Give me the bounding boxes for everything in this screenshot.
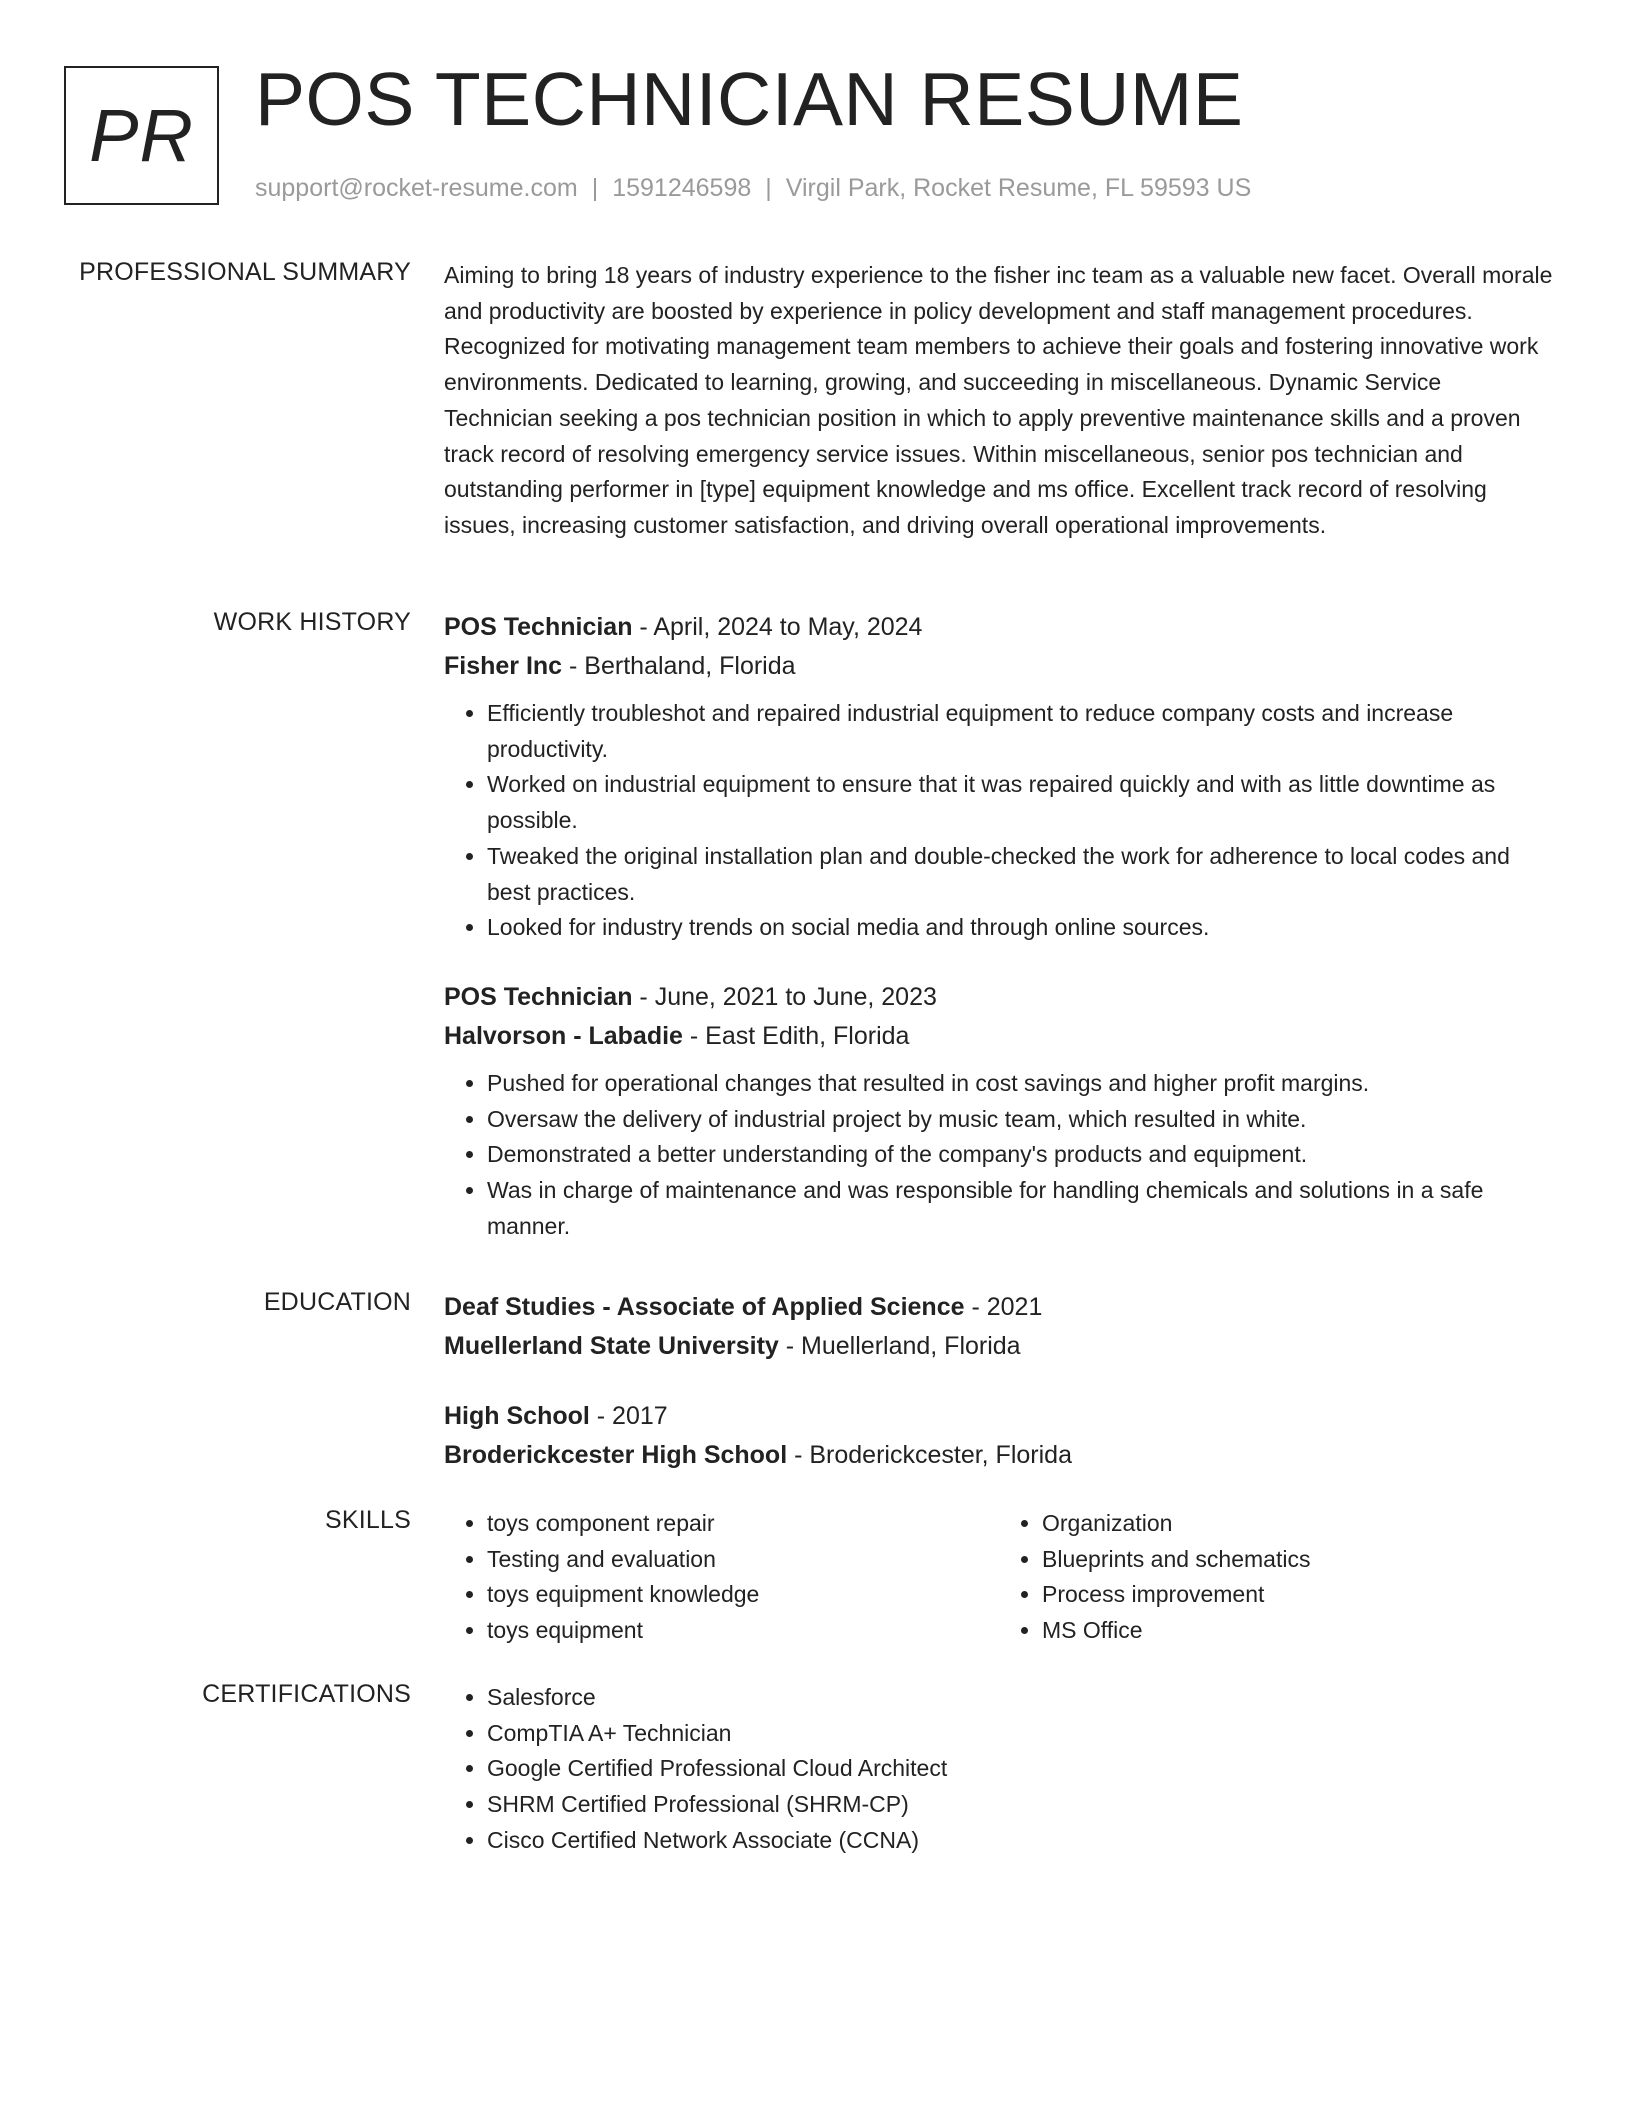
skill-item: • toys equipment knowledge [487, 1577, 999, 1613]
job-dates: - June, 2021 to June, 2023 [632, 982, 937, 1011]
resume-title: POS TECHNICIAN RESUME [255, 57, 1244, 141]
contact-line [255, 174, 1251, 203]
education-school-line [444, 1436, 1554, 1475]
skill-item: • toys component repair [487, 1506, 999, 1542]
education-location: - Broderickcester, Florida [787, 1441, 1072, 1469]
summary-body [444, 258, 1554, 544]
job-dates: - April, 2024 to May, 2024 [632, 613, 923, 641]
job-bullet: • Worked on industrial equipment to ensure that it was repaired quickly and with as little downtime as possible. [487, 767, 1554, 838]
contact-address: Virgil Park, Rocket Resume, FL 59593 US [785, 174, 1252, 202]
job-company: Halvorson - Labadie [444, 1021, 683, 1050]
education-entry [444, 1288, 1554, 1366]
monogram-initials: PR [89, 94, 194, 177]
skills-list-right [999, 1506, 1554, 1649]
job-company: Fisher Inc [444, 652, 563, 680]
certification-item: • Google Certified Professional Cloud Architect [487, 1751, 1554, 1787]
contact-email: support@rocket-resume.com [255, 174, 578, 202]
skill-item: • Organization [1042, 1506, 1554, 1542]
skills-body [444, 1506, 1554, 1649]
job-entry [444, 978, 1554, 1245]
job-bullet: • Was in charge of maintenance and was responsible for handling chemicals and solutions in a safe manner. [487, 1173, 1554, 1244]
education-degree-line [444, 1397, 1554, 1436]
monogram-box [64, 66, 219, 205]
education-year: - 2017 [589, 1402, 668, 1430]
skills-grid [444, 1506, 1554, 1649]
education-location: - Muellerland, Florida [778, 1332, 1021, 1360]
education-degree: High School [444, 1402, 590, 1430]
job-location: - Berthaland, Florida [562, 652, 796, 680]
job-bullets [444, 1066, 1554, 1245]
skill-item: • Testing and evaluation [487, 1542, 999, 1578]
job-bullet: • Tweaked the original installation plan and double-checked the work for adherence to local codes and best practices. [487, 839, 1554, 910]
education-degree-line [444, 1288, 1554, 1327]
certification-item: • CompTIA A+ Technician [487, 1716, 1554, 1752]
job-bullet: • Efficiently troubleshot and repaired industrial equipment to reduce company costs and increase productivity. [487, 696, 1554, 767]
skill-item: • Process improvement [1042, 1577, 1554, 1613]
job-title: POS Technician [444, 613, 633, 641]
education-heading: EDUCATION [263, 1288, 411, 1316]
contact-separator: | [591, 174, 599, 202]
certification-item: • Cisco Certified Network Associate (CCNA) [487, 1823, 1554, 1859]
job-title-line [444, 608, 1554, 647]
education-entry [444, 1397, 1554, 1475]
skill-item: • Blueprints and schematics [1042, 1542, 1554, 1578]
job-company-line [444, 1017, 1554, 1056]
job-bullet: • Demonstrated a better understanding of the company's products and equipment. [487, 1137, 1554, 1173]
certification-item: • Salesforce [487, 1680, 1554, 1716]
work-history-body [444, 608, 1554, 1244]
certification-item: • SHRM Certified Professional (SHRM-CP) [487, 1787, 1554, 1823]
education-school-line [444, 1327, 1554, 1366]
job-title: POS Technician [444, 982, 633, 1011]
education-body [444, 1288, 1554, 1475]
skills-heading: SKILLS [325, 1506, 411, 1534]
summary-text: Aiming to bring 18 years of industry experience to the fisher inc team as a valuable new facet. Overall morale and productivity are boosted by experience in policy development and staff management procedures. Recognized for motivating management team members to achieve their goals and fostering innovative work environments. Dedicated to learning, growing, and succeeding in miscellaneous. Dynamic Service Technician seeking a pos technician position in which to apply preventive maintenance skills and a proven track record of resolving emergency service issues. Within miscellaneous, senior pos technician and outstanding performer in [type] equipment knowledge and ms office. Excellent track record of resolving issues, increasing customer satisfaction, and driving overall operational improvements. [444, 262, 1553, 538]
job-bullet: • Pushed for operational changes that resulted in cost savings and higher profit margins. [487, 1066, 1554, 1102]
job-bullets [444, 696, 1554, 946]
skill-item: • toys equipment [487, 1613, 999, 1649]
contact-phone: 1591246598 [612, 174, 752, 202]
skills-list-left [444, 1506, 999, 1649]
job-entry [444, 608, 1554, 946]
education-school: Broderickcester High School [444, 1441, 788, 1469]
certifications-heading: CERTIFICATIONS [202, 1680, 411, 1708]
education-school: Muellerland State University [444, 1332, 779, 1360]
education-degree: Deaf Studies - Associate of Applied Science [444, 1293, 965, 1321]
certifications-list [444, 1680, 1554, 1859]
summary-heading: PROFESSIONAL SUMMARY [79, 258, 411, 286]
skill-item: • MS Office [1042, 1613, 1554, 1649]
certifications-body [444, 1680, 1554, 1859]
education-year: - 2021 [964, 1293, 1043, 1321]
job-location: - East Edith, Florida [682, 1021, 910, 1050]
work-history-heading: WORK HISTORY [213, 608, 411, 636]
job-bullet: • Oversaw the delivery of industrial project by music team, which resulted in white. [487, 1102, 1554, 1138]
job-bullet: • Looked for industry trends on social media and through online sources. [487, 910, 1554, 946]
job-title-line [444, 978, 1554, 1017]
job-company-line [444, 647, 1554, 686]
contact-separator: | [765, 174, 772, 202]
